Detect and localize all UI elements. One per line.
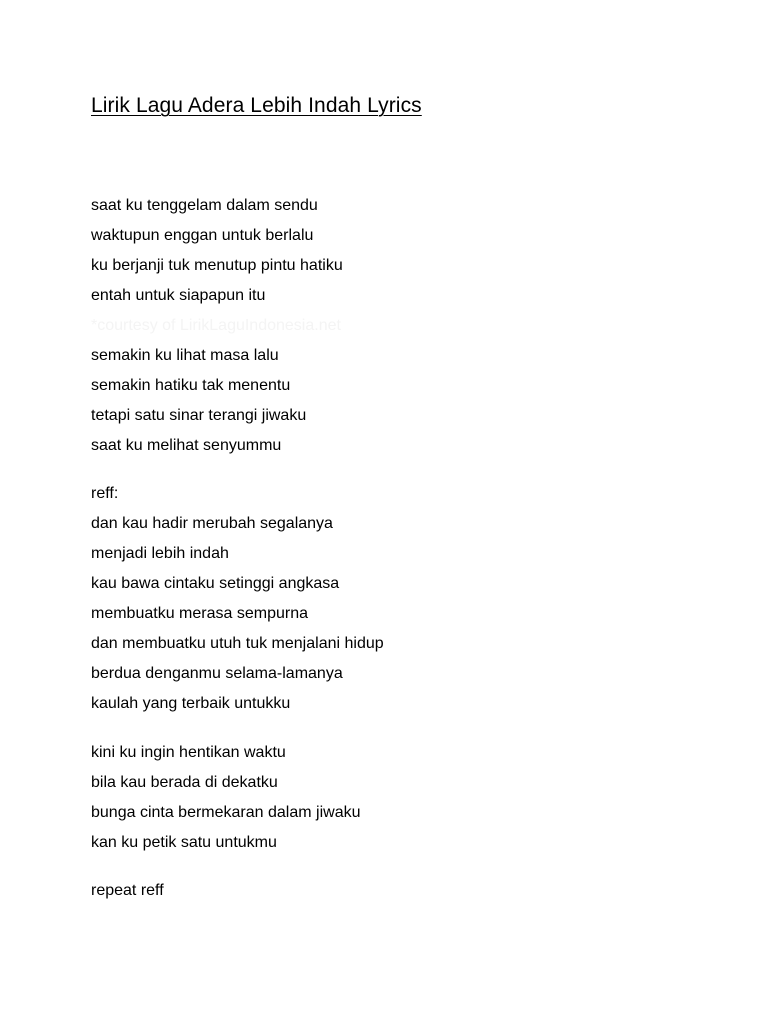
lyric-line: tetapi satu sinar terangi jiwaku <box>91 407 307 424</box>
chorus-label: reff: <box>91 485 119 502</box>
watermark-text: *courtesy of LirikLaguIndonesia.net <box>91 317 341 334</box>
verse-2 <box>91 738 360 858</box>
outro <box>91 876 164 906</box>
lyric-line: entah untuk siapapun itu <box>91 287 266 304</box>
verse-1 <box>91 191 343 461</box>
lyric-line: semakin hatiku tak menentu <box>91 377 291 394</box>
lyric-line: kau bawa cintaku setinggi angkasa <box>91 575 340 592</box>
lyric-line: menjadi lebih indah <box>91 545 229 562</box>
lyric-line: membuatku merasa sempurna <box>91 605 308 622</box>
lyric-line: saat ku tenggelam dalam sendu <box>91 197 318 214</box>
lyric-line: bila kau berada di dekatku <box>91 774 278 791</box>
lyric-line: dan membuatku utuh tuk menjalani hidup <box>91 635 384 652</box>
lyric-line: berdua denganmu selama-lamanya <box>91 665 343 682</box>
lyric-line: kan ku petik satu untukmu <box>91 834 277 851</box>
lyric-line: kini ku ingin hentikan waktu <box>91 744 286 761</box>
lyric-line: waktupun enggan untuk berlalu <box>91 227 314 244</box>
page-title: Lirik Lagu Adera Lebih Indah Lyrics <box>91 94 422 117</box>
lyric-line: saat ku melihat senyummu <box>91 437 282 454</box>
lyric-line: dan kau hadir merubah segalanya <box>91 515 333 532</box>
lyric-line: kaulah yang terbaik untukku <box>91 695 291 712</box>
lyric-line: ku berjanji tuk menutup pintu hatiku <box>91 257 343 274</box>
chorus <box>91 479 384 719</box>
lyric-line: semakin ku lihat masa lalu <box>91 347 279 364</box>
repeat-reff: repeat reff <box>91 882 164 899</box>
lyric-line: bunga cinta bermekaran dalam jiwaku <box>91 804 361 821</box>
